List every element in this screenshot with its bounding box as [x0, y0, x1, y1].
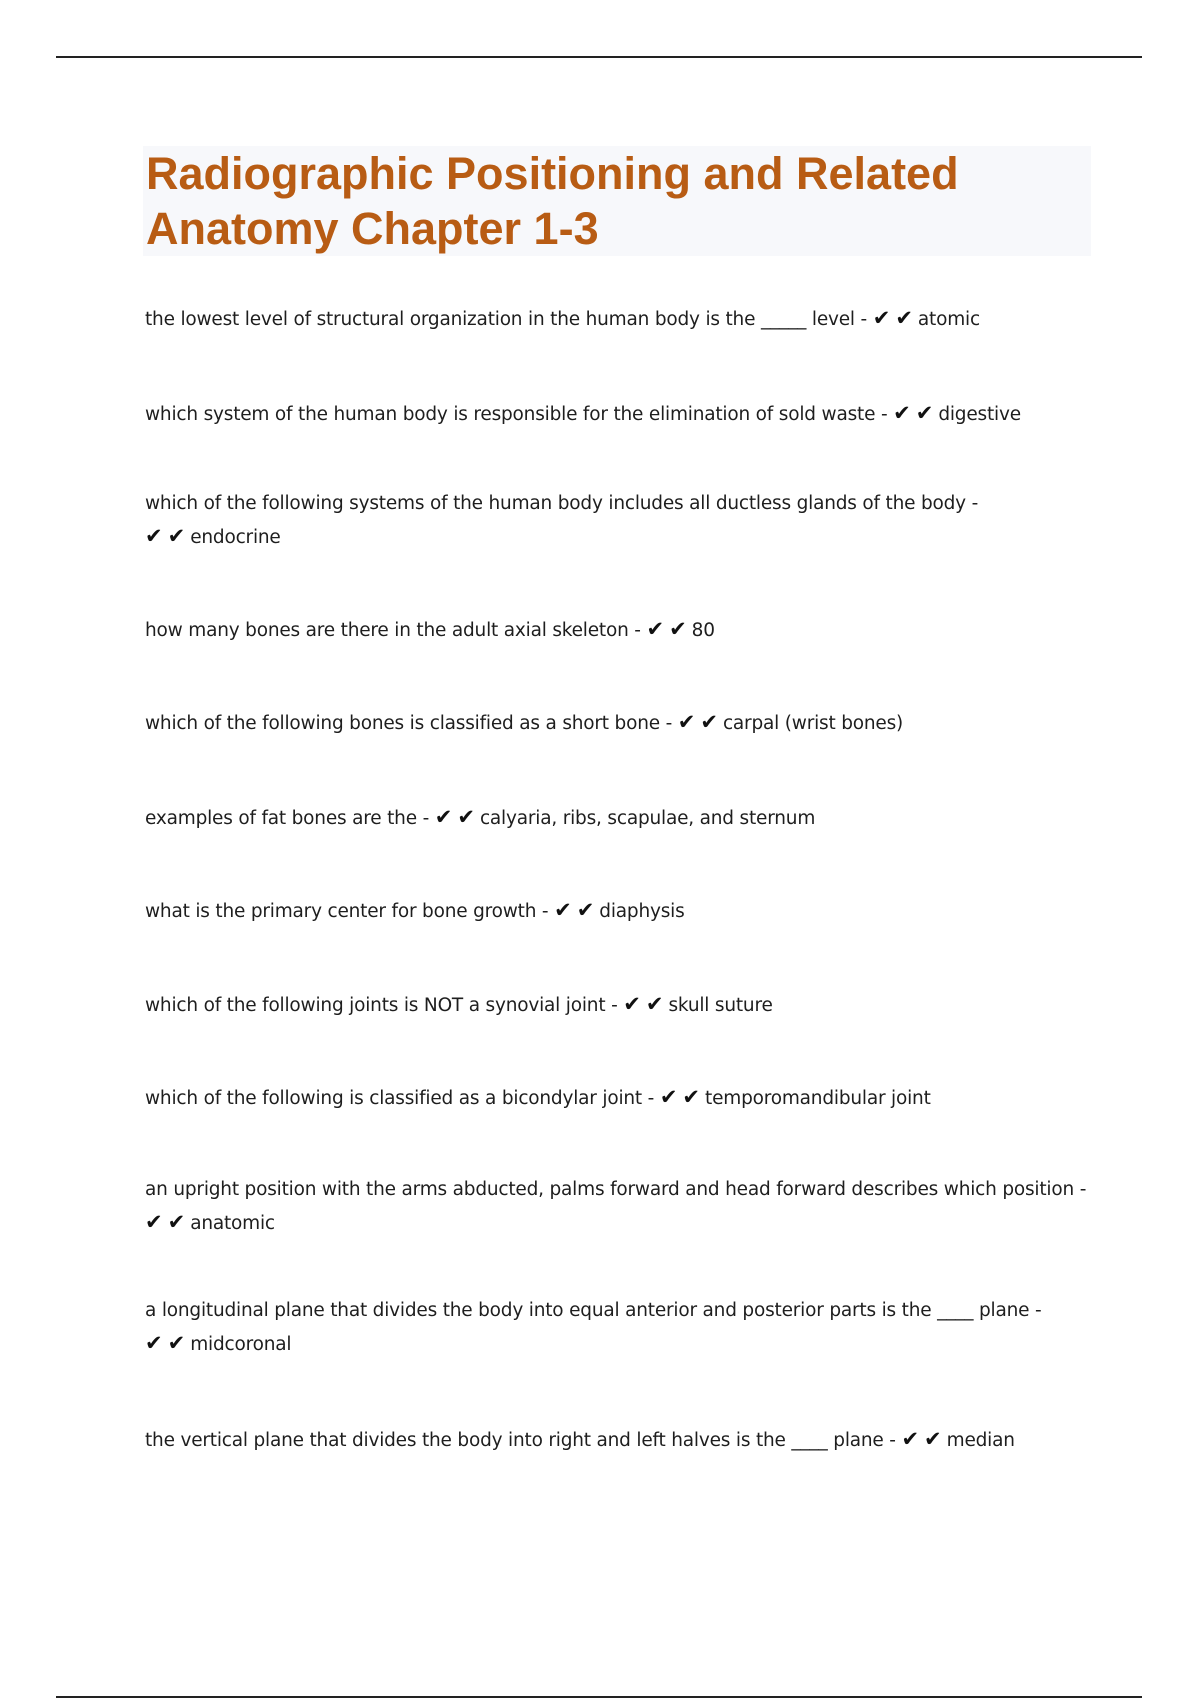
answer-text: 80 [691, 620, 715, 641]
title-line-1: Radiographic Positioning and Related [146, 148, 959, 199]
check-mark-icon: ✔✔ [659, 1085, 706, 1109]
qa-item-6 [145, 801, 1105, 835]
qa-item-8 [145, 988, 1105, 1022]
check-mark-icon: ✔✔ [623, 992, 669, 1016]
answer-text: skull suture [668, 995, 773, 1016]
qa-item-2 [145, 397, 1105, 431]
qa-item-12 [145, 1423, 1105, 1457]
title-line-2: Anatomy Chapter 1-3 [146, 203, 599, 254]
check-mark-icon: ✔✔ [646, 617, 692, 641]
answer-text: calyaria, ribs, scapulae, and sternum [479, 808, 816, 829]
question-text: a longitudinal plane that divides the body into equal anterior and posterior parts is the ____ plane - [145, 1300, 1042, 1321]
check-mark-icon: ✔✔ [145, 524, 191, 548]
question-text: the vertical plane that divides the body into right and left halves is the ____ plane - [145, 1430, 902, 1451]
question-text: which of the following joints is NOT a synovial joint - [145, 995, 624, 1016]
qa-item-7 [145, 894, 1105, 928]
qa-item-11 [145, 1295, 1105, 1361]
top-divider [56, 56, 1142, 58]
qa-item-5 [145, 706, 1105, 740]
question-text: which of the following bones is classified as a short bone - [145, 713, 678, 734]
answer-text: temporomandibular joint [705, 1088, 931, 1109]
question-text: which system of the human body is responsible for the elimination of sold waste - [145, 404, 894, 425]
qa-item-4 [145, 613, 1105, 647]
question-text: examples of fat bones are the - [145, 808, 435, 829]
document-title [143, 146, 1091, 256]
question-text: what is the primary center for bone growth - [145, 901, 555, 922]
check-mark-icon: ✔✔ [434, 805, 480, 829]
answer-text: digestive [938, 404, 1021, 425]
bottom-divider [56, 1696, 1142, 1698]
title-banner [143, 146, 1091, 256]
question-text: how many bones are there in the adult axial skeleton - [145, 620, 647, 641]
answer-text: anatomic [190, 1213, 275, 1234]
answer-text: midcoronal [190, 1334, 292, 1355]
qa-item-1 [145, 302, 1105, 336]
question-text: an upright position with the arms abducted, palms forward and head forward describes which position - [145, 1179, 1087, 1200]
check-mark-icon: ✔✔ [145, 1331, 191, 1355]
check-mark-icon: ✔✔ [145, 1210, 191, 1234]
check-mark-icon: ✔✔ [872, 306, 918, 330]
check-mark-icon: ✔✔ [677, 710, 723, 734]
answer-text: carpal (wrist bones) [722, 713, 904, 734]
question-text: which of the following systems of the human body includes all ductless glands of the body - [145, 493, 979, 514]
check-mark-icon: ✔✔ [901, 1427, 947, 1451]
qa-item-9 [145, 1081, 1105, 1115]
qa-item-10 [145, 1174, 1105, 1240]
question-text: the lowest level of structural organization in the human body is the _____ level - [145, 309, 873, 330]
answer-text: atomic [917, 309, 980, 330]
answer-text: median [946, 1430, 1015, 1451]
qa-item-3 [145, 488, 1105, 554]
check-mark-icon: ✔✔ [554, 898, 600, 922]
answer-text: diaphysis [599, 901, 685, 922]
answer-text: endocrine [190, 527, 281, 548]
check-mark-icon: ✔✔ [893, 401, 939, 425]
question-text: which of the following is classified as a bicondylar joint - [145, 1088, 660, 1109]
